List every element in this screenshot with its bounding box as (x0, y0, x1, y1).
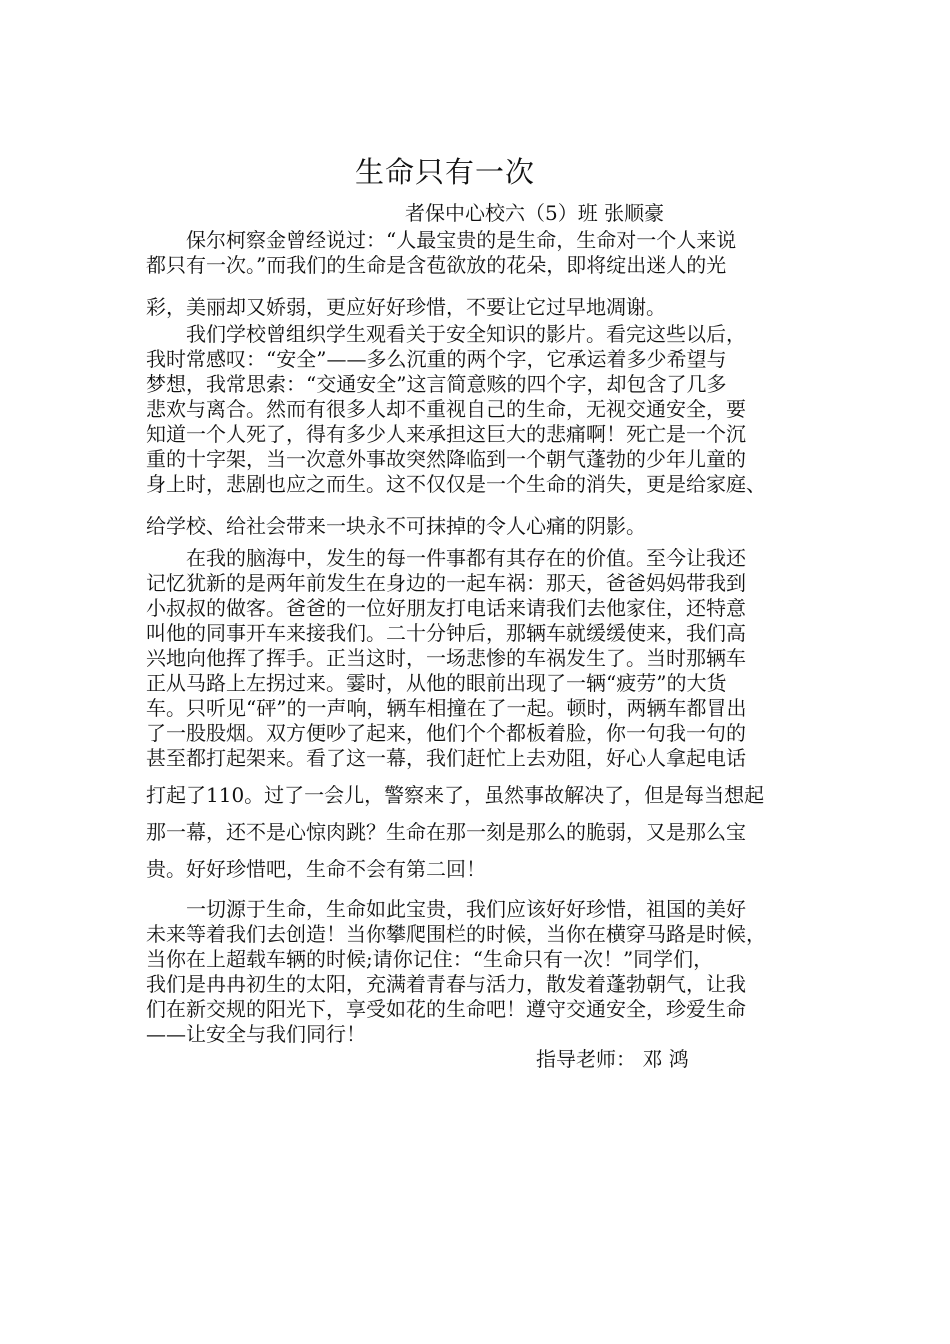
teacher-signature-line: 指导老师： 邓 鸿 (536, 1047, 689, 1071)
text-line: 我们学校曾组织学生观看关于安全知识的影片。看完这些以后， (186, 322, 746, 346)
text-line: 兴地向他挥了挥手。正当这时，一场悲惨的车祸发生了。当时那辆车 (146, 646, 746, 670)
text-line: 保尔柯察金曾经说过：“人最宝贵的是生命，生命对一个人来说 (186, 228, 737, 252)
text-line: 了一股股烟。双方便吵了起来，他们个个都板着脸，你一句我一句的 (146, 721, 746, 745)
text-line: 们在新交规的阳光下，享受如花的生命吧！遵守交通安全，珍爱生命 (146, 997, 746, 1021)
text-line: 我时常感叹：“安全”——多么沉重的两个字，它承运着多少希望与 (146, 347, 727, 371)
text-line: 在我的脑海中，发生的每一件事都有其存在的价值。至今让我还 (186, 546, 746, 570)
text-line: 贵。好好珍惜吧，生命不会有第二回！ (146, 857, 486, 881)
text-line: 车。只听见“砰”的一声响，辆车相撞在了一起。顿时，两辆车都冒出 (146, 696, 747, 720)
paragraph-4 (146, 897, 826, 1047)
text-line: 一切源于生命，生命如此宝贵，我们应该好好珍惜，祖国的美好 (186, 897, 746, 921)
text-line: 叫他的同事开车来接我们。二十分钟后，那辆车就缓缓使来，我们高 (146, 621, 746, 645)
text-line: ——让安全与我们同行！ (146, 1022, 366, 1046)
text-line: 身上时，悲剧也应之而生。这不仅仅是一个生命的消失，更是给家庭、 (146, 472, 766, 496)
text-line: 那一幕，还不是心惊肉跳？生命在那一刻是那么的脆弱，又是那么宝 (146, 820, 746, 844)
text-line: 甚至都打起架来。看了这一幕，我们赶忙上去劝阻，好心人拿起电话 (146, 746, 746, 770)
text-line: 打起了110。过了一会儿，警察来了，虽然事故解决了，但是每当想起 (146, 783, 765, 807)
essay-title: 生命只有一次 (354, 155, 535, 189)
author-line: 者保中心校六（5）班 张顺豪 (405, 201, 665, 225)
text-line: 正从马路上左拐过来。霎时，从他的眼前出现了一辆“疲劳”的大货 (146, 671, 727, 695)
text-line: 当你在上超载车辆的时候;请你记住：“生命只有一次！”同学们， (146, 947, 714, 971)
text-line: 重的十字架，当一次意外事故突然降临到一个朝气蓬勃的少年儿童的 (146, 447, 746, 471)
text-line: 未来等着我们去创造！当你攀爬围栏的时候，当你在横穿马路是时候， (146, 922, 766, 946)
text-line: 小叔叔的做客。爸爸的一位好朋友打电话来请我们去他家住，还特意 (146, 596, 746, 620)
text-line: 悲欢与离合。然而有很多人却不重视自己的生命，无视交通安全，要 (146, 397, 746, 421)
text-line: 我们是冉冉初生的太阳，充满着青春与活力，散发着蓬勃朝气，让我 (146, 972, 746, 996)
paragraph-3 (146, 546, 826, 882)
text-line: 梦想，我常思索：“交通安全”这言简意赅的四个字，却包含了几多 (146, 372, 727, 396)
text-line: 知道一个人死了，得有多少人来承担这巨大的悲痛啊！死亡是一个沉 (146, 422, 746, 446)
text-line: 记忆犹新的是两年前发生在身边的一起车祸：那天，爸爸妈妈带我到 (146, 571, 746, 595)
text-line: 彩，美丽却又娇弱，更应好好珍惜，不要让它过早地凋谢。 (146, 295, 666, 319)
paragraph-2 (146, 322, 826, 539)
text-line: 都只有一次。”而我们的生命是含苞欲放的花朵，即将绽出迷人的光 (146, 253, 727, 277)
text-line: 给学校、给社会带来一块永不可抹掉的令人心痛的阴影。 (146, 514, 646, 538)
paragraph-1 (146, 228, 826, 320)
